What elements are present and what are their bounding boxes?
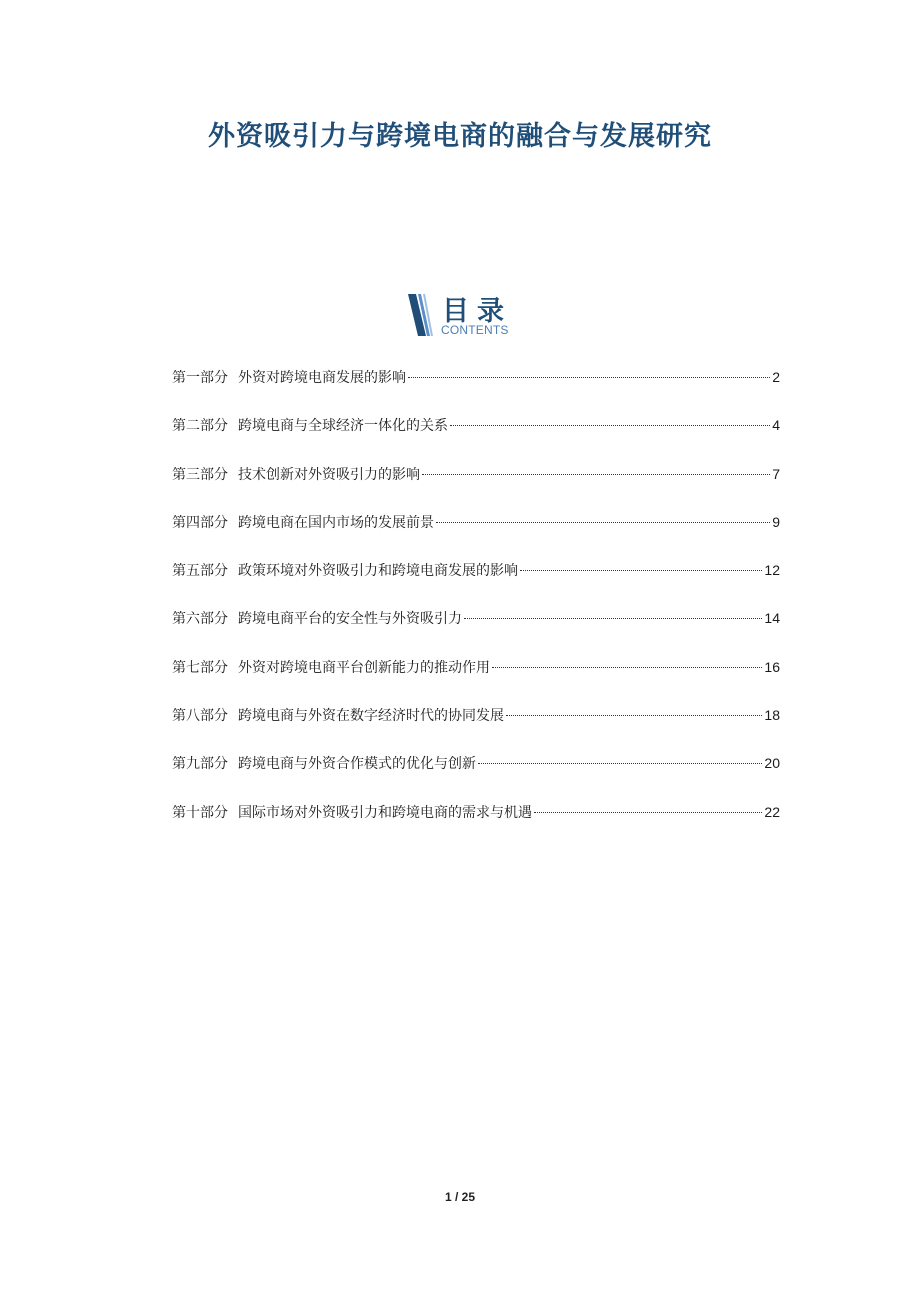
toc-entry[interactable] [172, 511, 780, 559]
toc-entry[interactable] [172, 656, 780, 704]
toc-entry-page: 22 [764, 803, 780, 820]
toc-entry-page: 20 [764, 755, 780, 772]
toc-entry[interactable] [172, 704, 780, 752]
toc-entry-part: 第九部分 [172, 756, 228, 773]
toc-entry[interactable] [172, 607, 780, 655]
toc-entry-part: 第六部分 [172, 611, 228, 628]
toc-title: 目录 [442, 296, 512, 327]
dot-leader [506, 715, 762, 716]
toc-entry-page: 18 [764, 707, 780, 724]
toc-entry-part: 第十部分 [172, 804, 228, 821]
toc-heading [405, 292, 535, 340]
dot-leader [422, 474, 770, 475]
toc-entry[interactable] [172, 559, 780, 607]
toc-entry-part: 第一部分 [172, 370, 228, 386]
dot-leader [520, 570, 762, 571]
toc-entry-part: 第三部分 [172, 466, 228, 483]
toc-list [172, 366, 780, 849]
toc-entry-page: 2 [772, 369, 780, 385]
toc-entry-part: 第七部分 [172, 659, 228, 676]
toc-entry-title: 跨境电商与外资在数字经济时代的协同发展 [238, 708, 504, 725]
toc-entry-title: 跨境电商与外资合作模式的优化与创新 [238, 756, 476, 773]
toc-entry-page: 14 [764, 610, 780, 627]
dot-leader [450, 425, 770, 426]
toc-entry-part: 第四部分 [172, 514, 228, 531]
toc-entry-page: 7 [772, 465, 780, 482]
dot-leader [478, 763, 762, 764]
page-indicator: 1 / 25 [444, 1190, 476, 1204]
toc-entry-title: 跨境电商在国内市场的发展前景 [238, 514, 434, 531]
toc-entry-title: 技术创新对外资吸引力的影响 [238, 466, 420, 483]
toc-entry-title: 跨境电商平台的安全性与外资吸引力 [238, 611, 462, 628]
toc-entry-title: 政策环境对外资吸引力和跨境电商发展的影响 [238, 563, 518, 580]
toc-entry-part: 第五部分 [172, 563, 228, 580]
toc-entry-page: 9 [772, 513, 780, 530]
toc-entry[interactable] [172, 752, 780, 800]
book-stripes-icon [405, 294, 433, 338]
dot-leader [408, 377, 770, 378]
toc-entry[interactable] [172, 801, 780, 849]
toc-entry[interactable] [172, 366, 780, 414]
toc-entry-page: 16 [764, 658, 780, 675]
toc-entry-title: 外资对跨境电商平台创新能力的推动作用 [238, 659, 490, 676]
dot-leader [534, 812, 762, 813]
toc-subtitle: CONTENTS [441, 323, 509, 337]
toc-entry[interactable] [172, 463, 780, 511]
toc-entry-title: 国际市场对外资吸引力和跨境电商的需求与机遇 [238, 804, 532, 821]
toc-entry-title: 跨境电商与全球经济一体化的关系 [238, 418, 448, 435]
document-title: 外资吸引力与跨境电商的融合与发展研究 [208, 121, 712, 152]
toc-entry-page: 12 [764, 562, 780, 579]
dot-leader [436, 522, 770, 523]
toc-entry-part: 第八部分 [172, 708, 228, 725]
toc-entry-page: 4 [772, 417, 780, 434]
dot-leader [492, 667, 762, 668]
toc-entry-part: 第二部分 [172, 418, 228, 435]
toc-entry-title: 外资对跨境电商发展的影响 [238, 370, 406, 386]
dot-leader [464, 618, 762, 619]
toc-entry[interactable] [172, 414, 780, 462]
